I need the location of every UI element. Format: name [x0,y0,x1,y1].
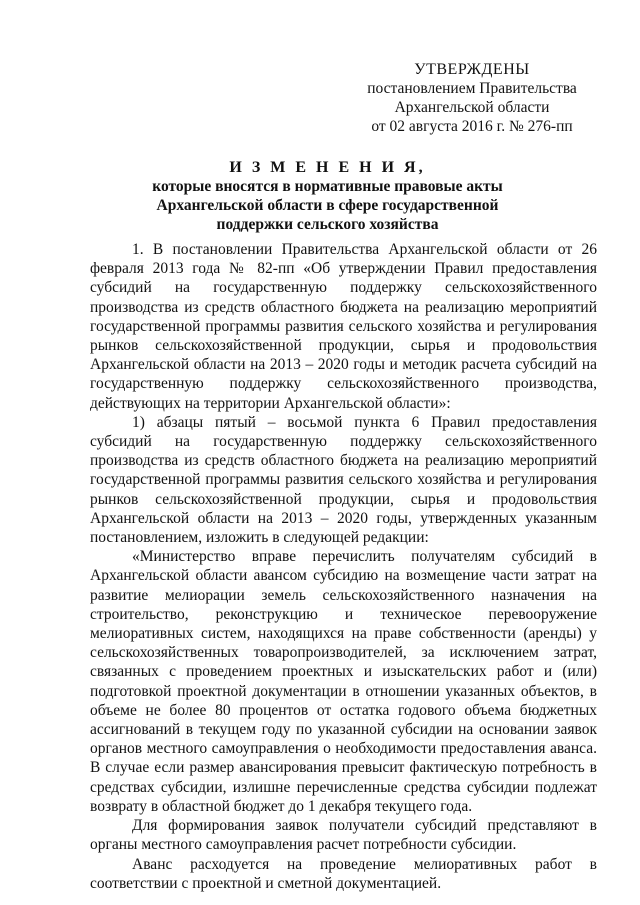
approval-date: от 02 августа 2016 г. № 276-пп [371,118,573,135]
document-subtitle-line-3: поддержки сельского хозяйства [216,216,439,233]
paragraph-advance: Аванс расходуется на проведение мелиоративных работ в соответствии с проектной и сметной документацией. [90,855,597,892]
approval-title: УТВЕРЖДЕНЫ [414,61,530,78]
paragraph-applications: Для формирования заявок получатели субсидий представляют в органы местного самоуправления расчет потребности субсидии. [90,817,597,854]
document-subtitle-line-2: Архангельской области в сфере государственной [156,197,499,214]
document-title: И З М Е Н Е Н И Я, [229,159,426,176]
approval-region: Архангельской области [394,99,550,116]
paragraph-item-1: 1. В постановлении Правительства Архангельской области от 26 февраля 2013 года № 82-пп «Об утверждении Правил предоставления субсидий на государственную поддержку сельскохозяйственного производства из средств областного бюджета на реализацию мероприятий государственной программы развития сельского хозяйства и регулирования рынков сельскохозяйственной продукции, сырья и продовольствия Архангельской области на 2013 – 2020 годы и методик расчета субсидий на государственную поддержку сельскохозяйственного производства, действующих на территории Архангельской области»: [90,241,597,412]
paragraph-quoted-text: «Министерство вправе перечислить получателям субсидий в Архангельской области авансом субсидию на возмещение части затрат на развитие мелиорации земель сельскохозяйственного назначения на строительство, реконструкцию и техническое перевооружение мелиоративных систем, находящихся на праве собственности (аренды) у сельскохозяйственных товаропроизводителей, за исключением затрат, связанных с проведением проектных и изыскательских работ и (или) подготовкой проектной документации в отношении указанных объектов, в объеме не более 80 процентов от остатка годового объема бюджетных ассигнований в текущем году по указанной субсидии на основании заявок органов местного самоуправления о необходимости предоставления аванса. В случае если размер авансирования превысит фактическую потребность в средствах субсидии, излишне перечисленные средства субсидии подлежат возврату в областной бюджет до 1 декабря текущего года. [90,548,597,815]
paragraph-subitem-1: 1) абзацы пятый – восьмой пункта 6 Правил предоставления субсидий на государственную поддержку сельскохозяйственного производства из средств областного бюджета на реализацию мероприятий государственной программы развития сельского хозяйства и регулирования рынков сельскохозяйственной продукции, сырья и продовольствия Архангельской области на 2013 – 2020 годы, утвержденных указанным постановлением, изложить в следующей редакции: [90,413,597,547]
document-body [90,240,597,893]
document-subtitle-line-1: которые вносятся в нормативные правовые акты [152,178,503,195]
approval-issuer: постановлением Правительства [367,80,577,97]
document-heading [90,158,565,234]
approval-block [352,60,592,136]
